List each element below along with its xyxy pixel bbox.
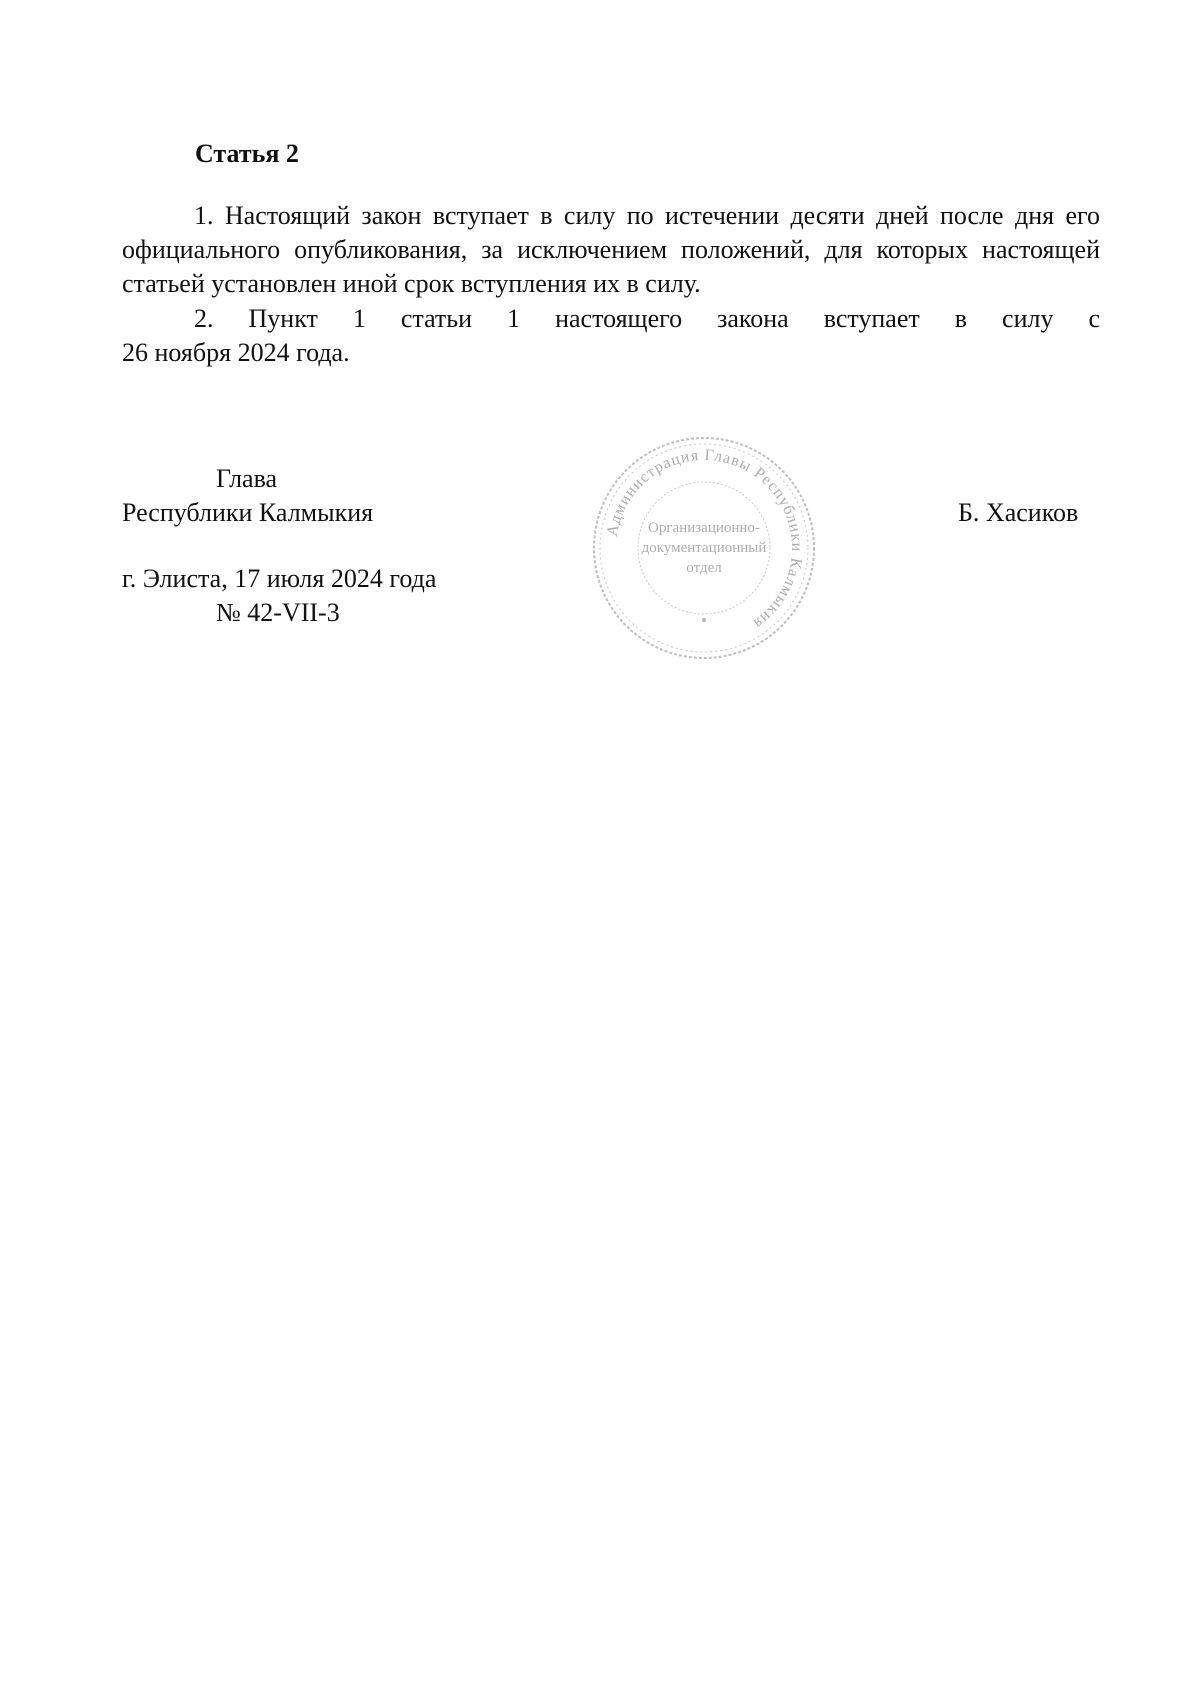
- stamp-ring-textpath: Администрация Главы Республики Калмыкия: [603, 446, 806, 633]
- stamp-center-line-2: документационный: [641, 540, 767, 556]
- signatory-title-line-1: Глава: [216, 464, 278, 493]
- stamp-center-line-1: Организационно-: [648, 520, 760, 536]
- place-and-date: г. Элиста, 17 июля 2024 года: [122, 564, 437, 593]
- article-heading: Статья 2: [195, 139, 299, 168]
- official-stamp: [588, 432, 820, 664]
- paragraph-2: [122, 302, 1100, 370]
- document-number: № 42-VII-3: [216, 598, 340, 627]
- paragraph-2-line-1-text: 2. Пункт 1 статьи 1 настоящего закона вступает в силу с: [194, 304, 1100, 333]
- paragraph-2-line-1: [122, 302, 1100, 336]
- signatory-name: Б. Хасиков: [958, 498, 1079, 527]
- official-stamp-graphic: [588, 432, 820, 664]
- paragraph-1: [122, 199, 1100, 301]
- paragraph-2-line-2: 26 ноября 2024 года.: [122, 338, 350, 367]
- signatory-title-line-2: Республики Калмыкия: [122, 498, 374, 527]
- paragraph-1-text: 1. Настоящий закон вступает в силу по истечении десяти дней после дня его официального опубликования, за исключением положений, для которых настоящей статьей установлен иной срок вступления их в силу.: [122, 201, 1100, 298]
- stamp-center-line-3: отдел: [686, 560, 722, 576]
- stamp-dot: [702, 618, 706, 622]
